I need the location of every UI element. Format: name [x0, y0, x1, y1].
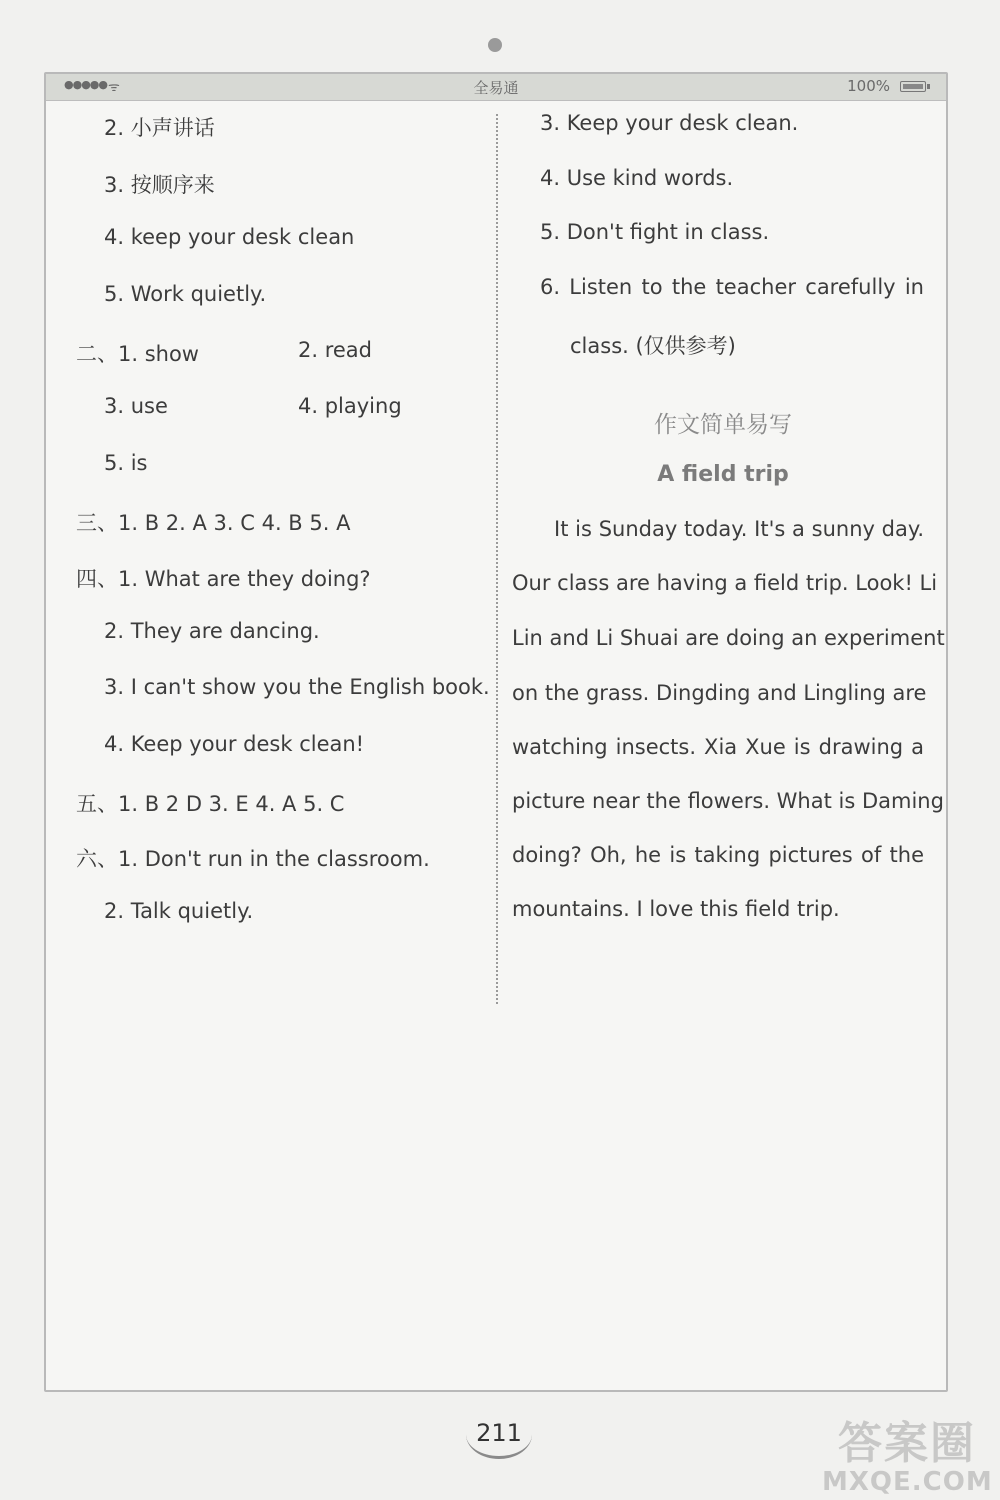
- column-divider: [496, 114, 498, 1004]
- essay-section-heading: 作文简单易写: [654, 412, 792, 438]
- answer-line: 4. playing: [298, 394, 402, 418]
- signal-icon: ●●●●●: [64, 78, 107, 91]
- tablet-frame: [44, 72, 948, 1392]
- answer-line: 4. keep your desk clean: [104, 225, 355, 249]
- wifi-icon: ᯤ: [108, 80, 120, 95]
- answer-line: 三、1. B 2. A 3. C 4. B 5. A: [76, 511, 351, 535]
- essay-title: A field trip: [657, 462, 789, 487]
- answer-line: class. (仅供参考): [570, 334, 736, 358]
- essay-line: doing? Oh, he is taking pictures of the: [512, 843, 924, 867]
- answer-line: 5. is: [104, 451, 148, 475]
- essay-line: It is Sunday today. It's a sunny day.: [554, 517, 924, 541]
- answer-line: 4. Keep your desk clean!: [104, 732, 365, 756]
- answer-line: 2. Talk quietly.: [104, 899, 254, 923]
- essay-line: on the grass. Dingding and Lingling are: [512, 681, 927, 705]
- answer-line: 3. I can't show you the English book.: [104, 675, 490, 699]
- answer-line: 2. read: [298, 338, 373, 362]
- answer-line: 3. use: [104, 394, 168, 418]
- essay-line: mountains. I love this field trip.: [512, 897, 840, 921]
- essay-line: Our class are having a field trip. Look! Li: [512, 571, 938, 595]
- camera-dot: [488, 38, 502, 52]
- answer-line: 2. They are dancing.: [104, 619, 320, 643]
- page-number: 211: [466, 1410, 532, 1459]
- watermark-logo: [822, 1420, 992, 1496]
- answer-line: 2. 小声讲话: [104, 116, 215, 140]
- battery-icon: [900, 81, 926, 92]
- watermark-bottom: MXQE.COM: [822, 1467, 993, 1497]
- answer-line: 3. Keep your desk clean.: [540, 111, 799, 135]
- answer-line: 5. Work quietly.: [104, 282, 267, 306]
- answer-line: 六、1. Don't run in the classroom.: [76, 847, 430, 871]
- essay-line: Lin and Li Shuai are doing an experiment: [512, 626, 945, 650]
- essay-line: picture near the flowers. What is Daming: [512, 789, 944, 813]
- answer-line: 四、1. What are they doing?: [76, 567, 371, 591]
- answer-line: 5. Don't fight in class.: [540, 220, 770, 244]
- answer-line: 五、1. B 2 D 3. E 4. A 5. C: [76, 792, 345, 816]
- status-bar: [46, 74, 946, 101]
- essay-line: watching insects. Xia Xue is drawing a: [512, 735, 924, 759]
- answer-line: 3. 按顺序来: [104, 173, 215, 197]
- battery-percent: 100%: [847, 77, 890, 95]
- answer-line: 二、1. show: [76, 342, 199, 366]
- app-title: 全易通: [473, 79, 519, 97]
- watermark-top: 答案圈: [838, 1418, 976, 1469]
- answer-line: 6. Listen to the teacher carefully in: [540, 275, 924, 299]
- answer-line: 4. Use kind words.: [540, 166, 734, 190]
